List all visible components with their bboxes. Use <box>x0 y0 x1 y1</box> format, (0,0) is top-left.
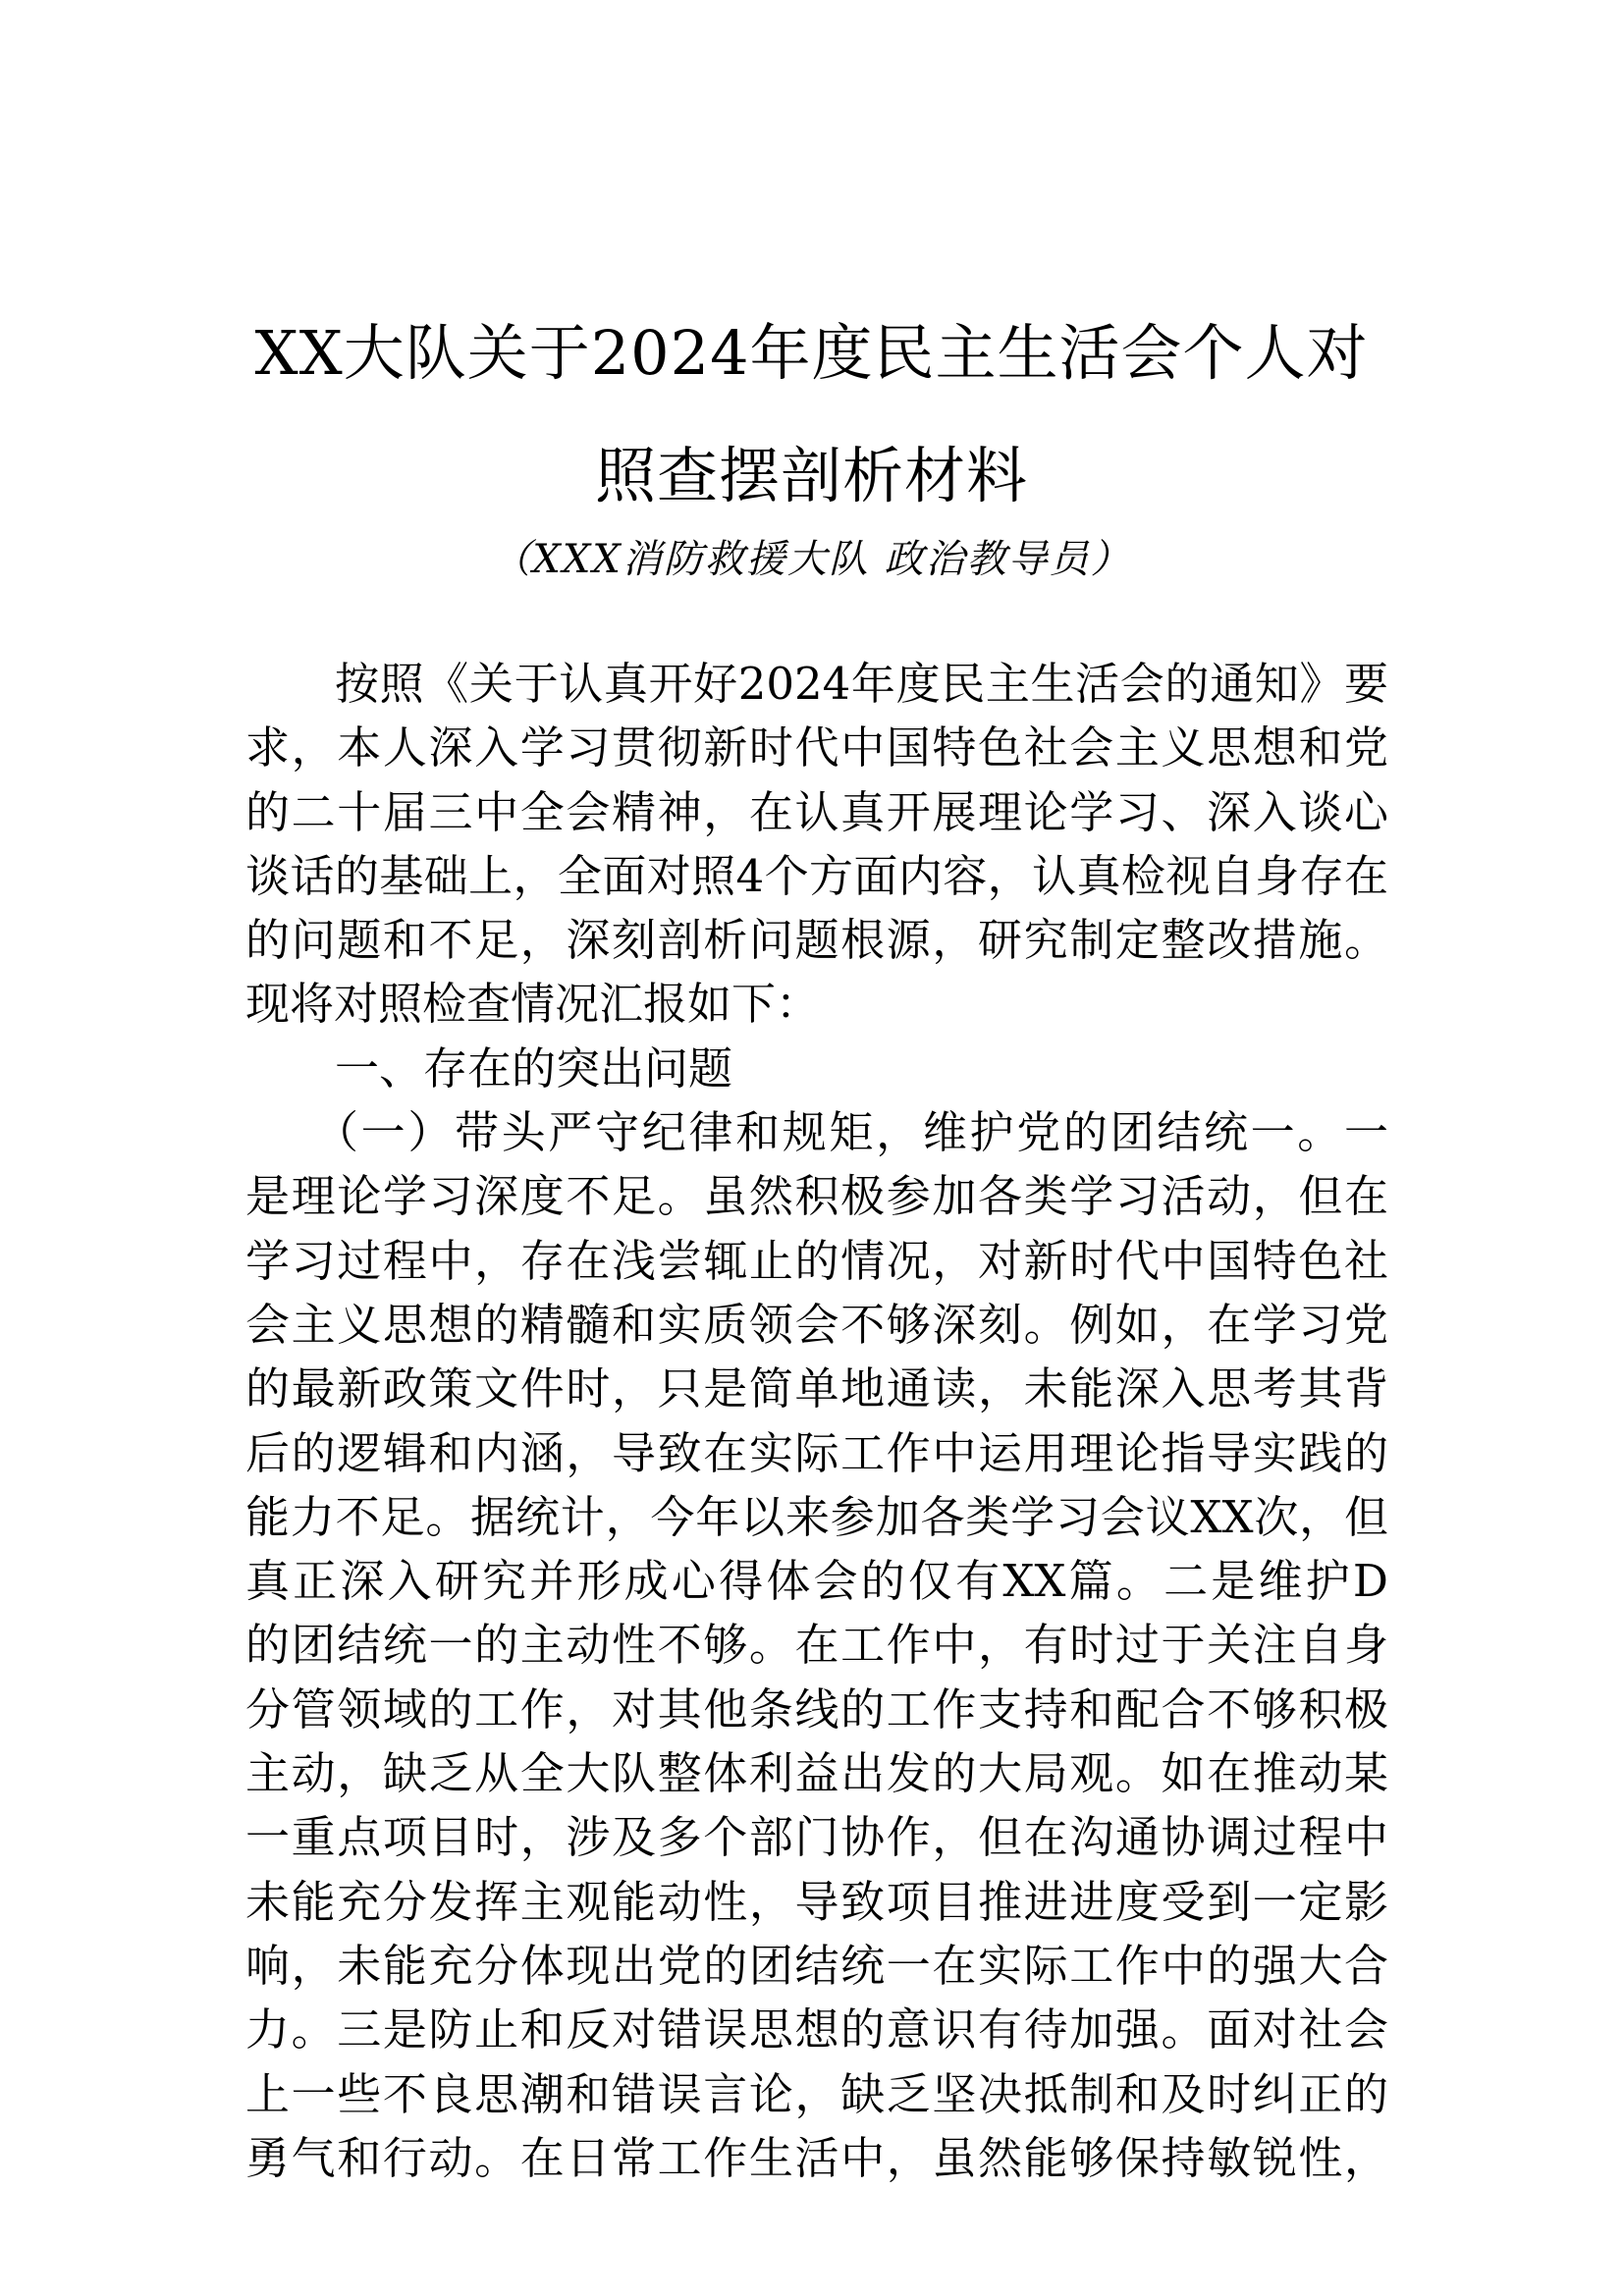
paragraph-line: 现将对照检查情况汇报如下： <box>245 978 821 1031</box>
paragraph-line: 是理论学习深度不足。虽然积极参加各类学习活动，但在 <box>245 1170 1388 1223</box>
paragraph-line: 的问题和不足，深刻剖析问题根源，研究制定整改措施。 <box>245 914 1388 967</box>
paragraph-line: 勇气和行动。在日常工作生活中，虽然能够保持敏锐性， <box>245 2131 1388 2184</box>
paragraph-line: 的团结统一的主动性不够。在工作中，有时过于关注自身 <box>245 1619 1388 1672</box>
paragraph-line: 的二十届三中全会精神，在认真开展理论学习、深入谈心 <box>245 785 1388 838</box>
section-heading: 一、存在的突出问题 <box>335 1041 733 1095</box>
subsection-heading-line: （一）带头严守纪律和规矩，维护党的团结统一。一 <box>314 1106 1388 1159</box>
paragraph-line: 未能充分发挥主观能动性，导致项目推进进度受到一定影 <box>245 1875 1388 1928</box>
paragraph-line: 上一些不良思潮和错误言论，缺乏坚决抵制和及时纠正的 <box>245 2067 1388 2120</box>
paragraph-line: 力。三是防止和反对错误思想的意识有待加强。面对社会 <box>245 2003 1388 2056</box>
paragraph-line: 真正深入研究并形成心得体会的仅有XX篇。二是维护D <box>245 1555 1388 1608</box>
document-title-line-1: XX大队关于2024年度民主生活会个人对 <box>254 317 1369 389</box>
paragraph-line: 分管领域的工作，对其他条线的工作支持和配合不够积极 <box>245 1682 1388 1735</box>
paragraph-line: 一重点项目时，涉及多个部门协作，但在沟通协调过程中 <box>245 1811 1388 1864</box>
paragraph-line: 后的逻辑和内涵，导致在实际工作中运用理论指导实践的 <box>245 1426 1388 1479</box>
paragraph-line: 按照《关于认真开好2024年度民主生活会的通知》要 <box>335 658 1388 710</box>
document-body <box>245 652 1388 2190</box>
paragraph-line: 会主义思想的精髓和实质领会不够深刻。例如，在学习党 <box>245 1298 1388 1351</box>
paragraph-line: 能力不足。据统计，今年以来参加各类学习会议XX次，但 <box>245 1490 1388 1543</box>
paragraph-line: 谈话的基础上，全面对照4个方面内容，认真检视自身存在 <box>245 849 1388 902</box>
paragraph-line: 响，未能充分体现出党的团结统一在实际工作中的强大合 <box>245 1939 1388 1992</box>
paragraph-line: 学习过程中，存在浅尝辄止的情况，对新时代中国特色社 <box>245 1234 1388 1287</box>
document-title-line-2: 照查摆剖析材料 <box>594 440 1028 511</box>
paragraph-line: 的最新政策文件时，只是简单地通读，未能深入思考其背 <box>245 1362 1388 1415</box>
paragraph-line: 求，本人深入学习贯彻新时代中国特色社会主义思想和党 <box>245 721 1388 774</box>
paragraph-line: 主动，缺乏从全大队整体利益出发的大局观。如在推动某 <box>245 1747 1388 1800</box>
document-subtitle: （XXX消防救援大队 政治教导员） <box>491 537 1132 582</box>
